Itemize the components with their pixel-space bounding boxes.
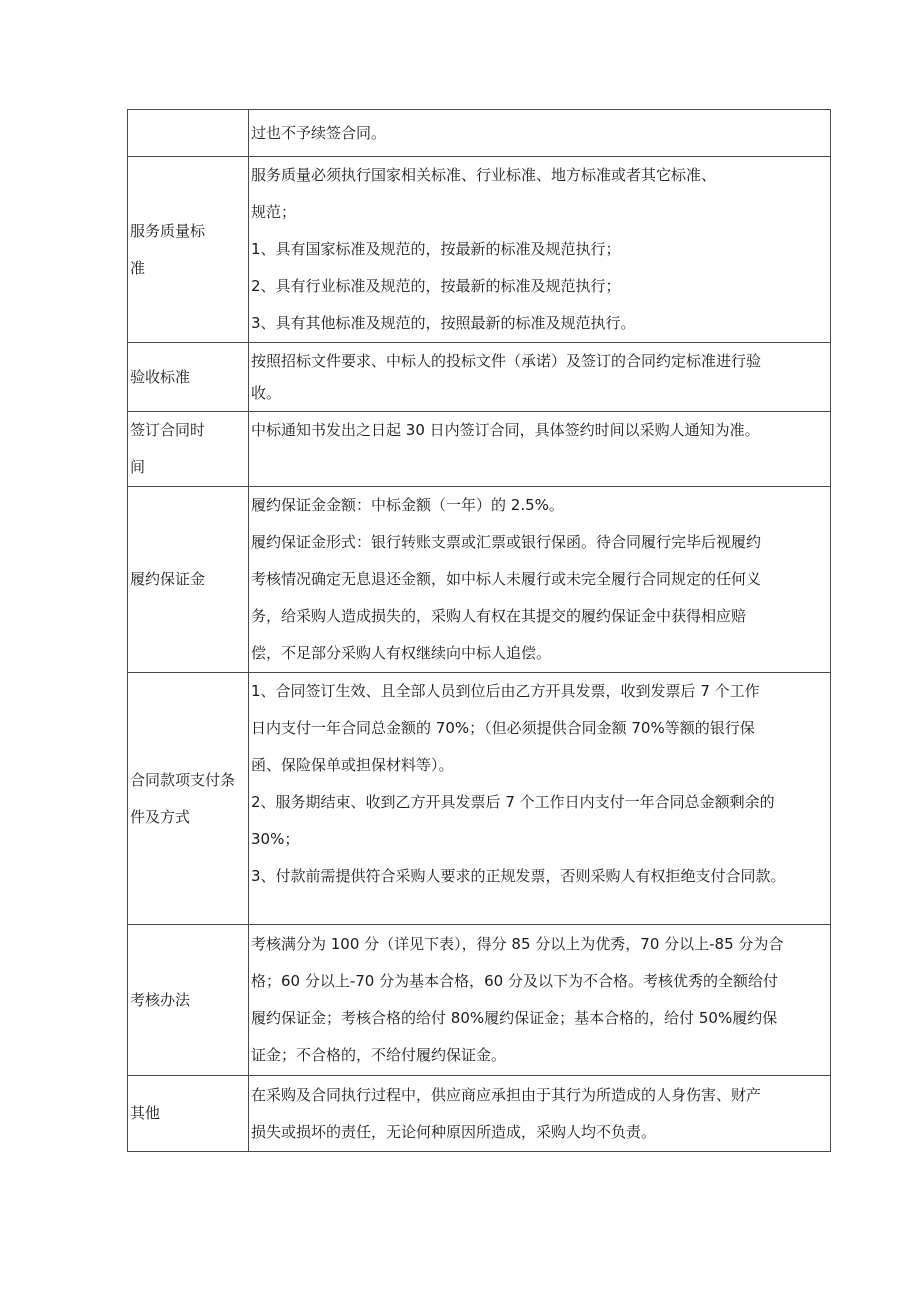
content-line: 3、具有其他标准及规范的，按照最新的标准及规范执行。: [251, 314, 636, 332]
content-line: 过也不予续签合同。: [251, 123, 387, 142]
label-line: 签订合同时: [130, 421, 206, 439]
row-label-signing-time: [128, 412, 249, 487]
content-line: 收。: [251, 384, 282, 402]
table-row-assessment: [128, 925, 831, 1076]
content-line: 中标通知书发出之日起 30 日内签订合同，具体签约时间以采购人通知为准。: [251, 421, 760, 439]
row-content-assessment: [249, 925, 831, 1076]
content-line: 1、具有国家标准及规范的，按最新的标准及规范执行；: [251, 240, 621, 258]
row-content-performance-bond: [249, 487, 831, 673]
content-line: 证金；不合格的，不给付履约保证金。: [251, 1046, 507, 1064]
content-line: 考核情况确定无息退还金额，如中标人未履行或未完全履行合同规定的任何义: [251, 570, 762, 588]
label-line: 件及方式: [130, 807, 191, 826]
table-row-service-quality: [128, 157, 831, 343]
table-row-other: [128, 1076, 831, 1152]
row-content-continuation: [249, 110, 831, 157]
row-label-empty: [128, 110, 249, 157]
requirements-table: [127, 109, 831, 1152]
content-line: 3、付款前需提供符合采购人要求的正规发票，否则采购人有权拒绝支付合同款。: [251, 867, 786, 885]
content-line: 2、服务期结束、收到乙方开具发票后 7 个工作日内支付一年合同总金额剩余的: [251, 793, 775, 811]
content-line: 1、合同签订生效、且全部人员到位后由乙方开具发票，收到发票后 7 个工作: [251, 682, 760, 700]
label-line: 验收标准: [130, 367, 191, 386]
label-line: 间: [130, 458, 146, 476]
row-content-payment-terms: [249, 673, 831, 925]
row-content-service-quality: [249, 157, 831, 343]
table-row-acceptance: [128, 343, 831, 412]
content-line: 30%；: [251, 830, 300, 848]
table-row-continuation: [128, 110, 831, 157]
content-line: 在采购及合同执行过程中，供应商应承担由于其行为所造成的人身伤害、财产: [251, 1085, 762, 1104]
content-line: 2、具有行业标准及规范的，按最新的标准及规范执行；: [251, 277, 621, 295]
content-line: 按照招标文件要求、中标人的投标文件（承诺）及签订的合同约定标准进行验: [251, 352, 762, 370]
content-line: 考核满分为 100 分（详见下表），得分 85 分以上为优秀，70 分以上-85 分为合: [251, 935, 784, 953]
row-label-acceptance: [128, 343, 249, 412]
content-line: 规范；: [251, 203, 297, 221]
label-line: 其他: [130, 1104, 161, 1122]
content-line: 履约保证金；考核合格的给付 80%履约保证金；基本合格的，给付 50%履约保: [251, 1009, 778, 1027]
table-row-payment-terms: [128, 673, 831, 925]
row-content-signing-time: [249, 412, 831, 487]
row-label-other: [128, 1076, 249, 1152]
content-line: 日内支付一年合同总金额的 70%；（但必须提供合同金额 70%等额的银行保: [251, 719, 755, 737]
label-line: 履约保证金: [130, 570, 206, 588]
row-label-assessment: [128, 925, 249, 1076]
row-label-performance-bond: [128, 487, 249, 673]
label-line: 准: [130, 258, 146, 277]
content-line: 损失或损坏的责任，无论何种原因所造成，采购人均不负责。: [251, 1122, 657, 1141]
label-line: 考核办法: [130, 990, 191, 1009]
content-line: 服务质量必须执行国家相关标准、行业标准、地方标准或者其它标准、: [251, 166, 717, 184]
content-line: 履约保证金金额：中标金额（一年）的 2.5%。: [251, 496, 564, 514]
row-label-payment-terms: [128, 673, 249, 925]
table-row-signing-time: [128, 412, 831, 487]
row-label-service-quality: [128, 157, 249, 343]
label-line: 服务质量标: [130, 221, 206, 240]
content-line: 偿，不足部分采购人有权继续向中标人追偿。: [251, 644, 552, 662]
content-line: 函、保险保单或担保材料等）。: [251, 756, 454, 774]
table-row-performance-bond: [128, 487, 831, 673]
row-content-other: [249, 1076, 831, 1152]
label-line: 合同款项支付条: [130, 770, 236, 789]
content-line: 格；60 分以上-70 分为基本合格，60 分及以下为不合格。考核优秀的全额给付: [251, 972, 778, 990]
row-content-acceptance: [249, 343, 831, 412]
content-line: 履约保证金形式：银行转账支票或汇票或银行保函。待合同履行完毕后视履约: [251, 533, 762, 551]
content-line: 务，给采购人造成损失的，采购人有权在其提交的履约保证金中获得相应赔: [251, 607, 747, 625]
